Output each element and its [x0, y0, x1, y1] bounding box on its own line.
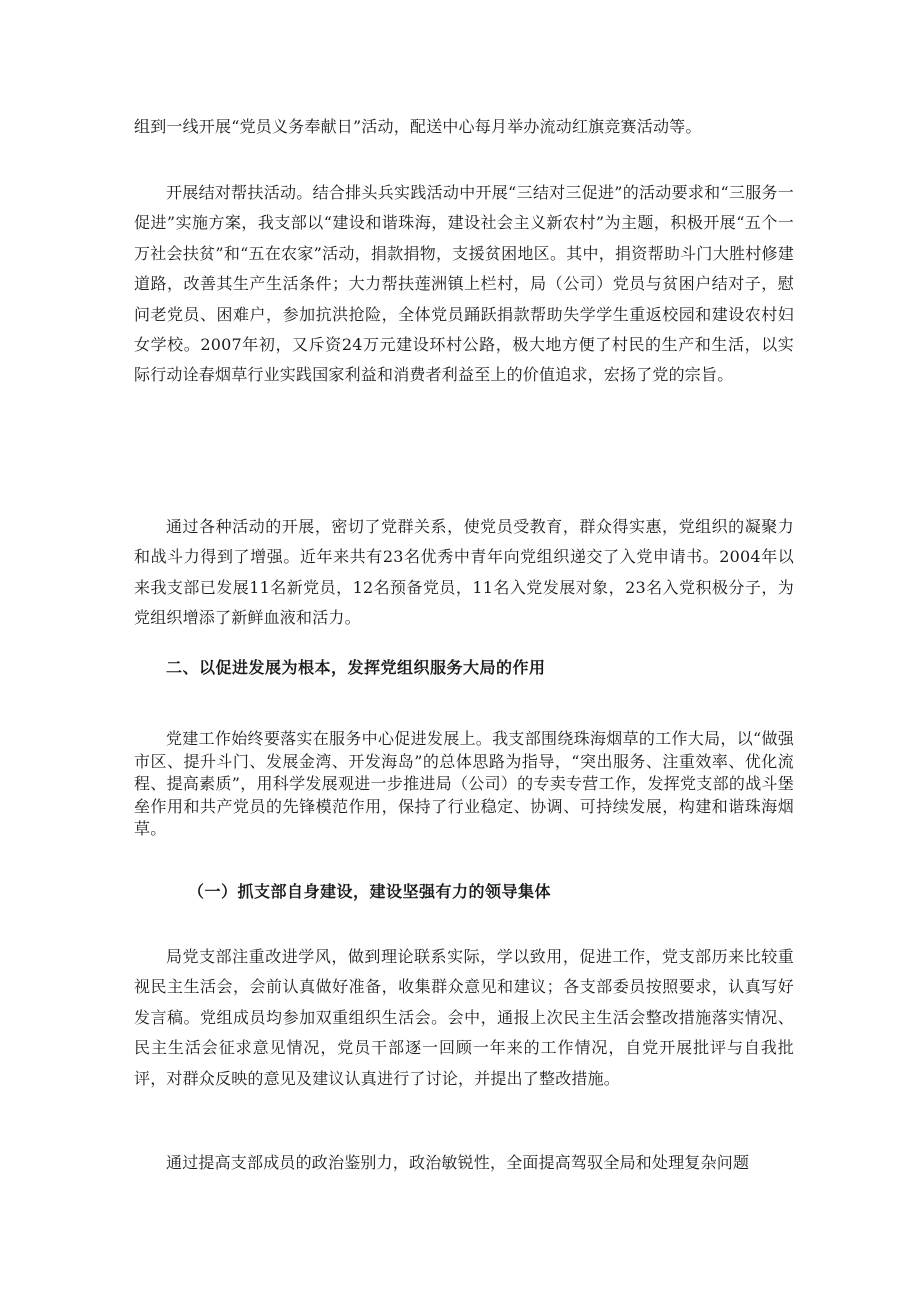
paragraph-party-building: 党建工作始终要落实在服务中心促进发展上。我支部围绕珠海烟草的工作大局，以“做强市区、提升斗门、发展金湾、开发海岛”的总体思路为指导，“突出服务、注重效率、优化流程、提高素质”，用科学发展观进一步推进局（公司）的专卖专营工作，发挥党支部的战斗堡垒作用和共产党员的先锋模范作用，保持了行业稳定、协调、可持续发展，构建和谐珠海烟草。 — [134, 729, 794, 838]
paragraph-branch-construction: 局党支部注重改进学风，做到理论联系实际，学以致用，促进工作，党支部历来比较重视民主生活会，会前认真做好准备，收集群众意见和建议；各支部委员按照要求，认真写好发言稿。党组成员均参加双重组织生活会。会中，通报上次民主生活会整改措施落实情况、民主生活会征求意见情况，党员干部逐一回顾一年来的工作情况，自党开展批评与自我批评，对群众反映的意见及建议认真进行了讨论，并提出了整改措施。 — [134, 947, 794, 1088]
subsection-heading-1: （一）抓支部自身建设，建设坚强有力的领导集体 — [188, 882, 552, 901]
paragraph-continuation: 组到一线开展“党员义务奉献日”活动，配送中心每月举办流动红旗竞赛活动等。 — [134, 117, 702, 136]
paragraph-political-ability: 通过提高支部成员的政治鉴别力，政治敏锐性，全面提高驾驭全局和处理复杂问题 — [166, 1153, 750, 1172]
section-heading-2: 二、以促进发展为根本，发挥党组织服务大局的作用 — [166, 658, 546, 677]
paragraph-pairing-assistance: 开展结对帮扶活动。结合排头兵实践活动中开展“三结对三促进”的活动要求和“三服务一促进”实施方案，我支部以“建设和谐珠海，建设社会主义新农村”为主题，积极开展“五个一万社会扶贫”和“五在农家”活动，捐款捐物，支援贫困地区。其中，捐资帮助斗门大胜村修建道路，改善其生产生活条件；大力帮扶莲洲镇上栏村，局（公司）党员与贫困户结对子，慰问老党员、困难户，参加抗洪抢险，全体党员踊跃捐款帮助失学学生重返校园和建设农村妇女学校。2007年初，又斥资24万元建设环村公路，极大地方便了村民的生产和生活，以实际行动诠春烟草行业实践国家利益和消费者利益至上的价值追求，宏扬了党的宗旨。 — [134, 183, 794, 385]
paragraph-activity-results: 通过各种活动的开展，密切了党群关系，使党员受教育，群众得实惠，党组织的凝聚力和战斗力得到了增强。近年来共有23名优秀中青年向党组织递交了入党申请书。2004年以来我支部已发展11名新党员，12名预备党员，11名入党发展对象，23名入党积极分子，为党组织增添了新鲜血液和活力。 — [134, 517, 794, 628]
